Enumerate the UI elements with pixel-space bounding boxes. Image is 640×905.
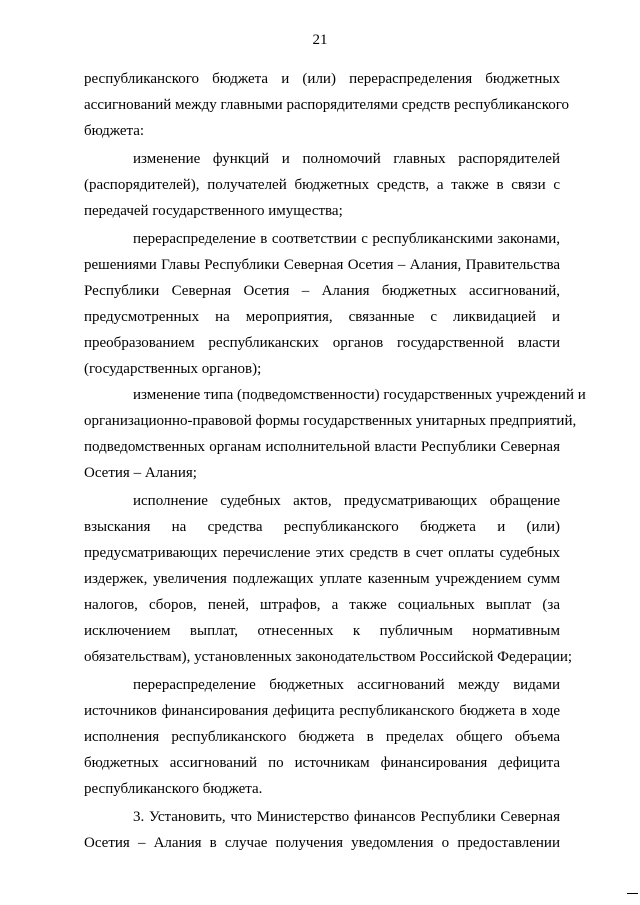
paragraph-line: изменение функций и полномочий главных распорядителей	[133, 151, 560, 167]
page-edge-mark	[627, 893, 638, 894]
paragraph-line: перераспределение бюджетных ассигнований между видами	[133, 677, 560, 693]
paragraph-line: преобразованием республиканских органов государственной власти	[84, 335, 560, 351]
paragraph-line: исполнения республиканского бюджета в пределах общего объема	[84, 729, 560, 745]
paragraph-line: (распорядителей), получателей бюджетных средств, а также в связи с	[84, 177, 560, 193]
paragraph-line: Республики Северная Осетия – Алания бюджетных ассигнований,	[84, 283, 560, 299]
paragraph-line: Осетия – Алания в случае получения уведомления о предоставлении	[84, 835, 560, 851]
paragraph-line: источников финансирования дефицита республиканского бюджета в ходе	[84, 703, 560, 719]
paragraph-line: решениями Главы Республики Северная Осетия – Алания, Правительства	[84, 257, 560, 273]
page-number: 21	[312, 32, 328, 48]
paragraph-line: (государственных органов);	[84, 361, 262, 377]
paragraph-line: исключением выплат, отнесенных к публичным нормативным	[84, 623, 560, 639]
paragraph-line: передачей государственного имущества;	[84, 203, 343, 219]
paragraph-line: подведомственных органам исполнительной власти Республики Северная	[84, 439, 560, 455]
paragraph-line: республиканского бюджета и (или) перераспределения бюджетных	[84, 71, 560, 87]
paragraph-line: бюджетных ассигнований по источникам финансирования дефицита	[84, 755, 560, 771]
paragraph-line: организационно-правовой формы государственных унитарных предприятий,	[84, 413, 577, 429]
paragraph-line: ассигнований между главными распорядителями средств республиканского	[84, 97, 570, 113]
paragraph-line: издержек, увеличения подлежащих уплате казенным учреждением сумм	[84, 571, 560, 587]
paragraph-line: Осетия – Алания;	[84, 465, 197, 481]
paragraph-line: перераспределение в соответствии с республиканскими законами,	[133, 231, 560, 247]
paragraph-line: исполнение судебных актов, предусматривающих обращение	[133, 493, 560, 509]
paragraph-line: бюджета:	[84, 123, 145, 139]
paragraph-line: обязательствам), установленных законодательством Российской Федерации;	[84, 649, 573, 665]
paragraph-line: взыскания на средства республиканского бюджета и (или)	[84, 519, 560, 535]
paragraph-line: предусматривающих перечисление этих средств в счет оплаты судебных	[84, 545, 560, 561]
paragraph-line: республиканского бюджета.	[84, 781, 263, 797]
paragraph-line: изменение типа (подведомственности) государственных учреждений и	[133, 387, 586, 403]
paragraph-line: 3. Установить, что Министерство финансов Республики Северная	[133, 809, 560, 825]
paragraph-line: налогов, сборов, пеней, штрафов, а также социальных выплат (за	[84, 597, 560, 613]
paragraph-line: предусмотренных на мероприятия, связанные с ликвидацией и	[84, 309, 560, 325]
